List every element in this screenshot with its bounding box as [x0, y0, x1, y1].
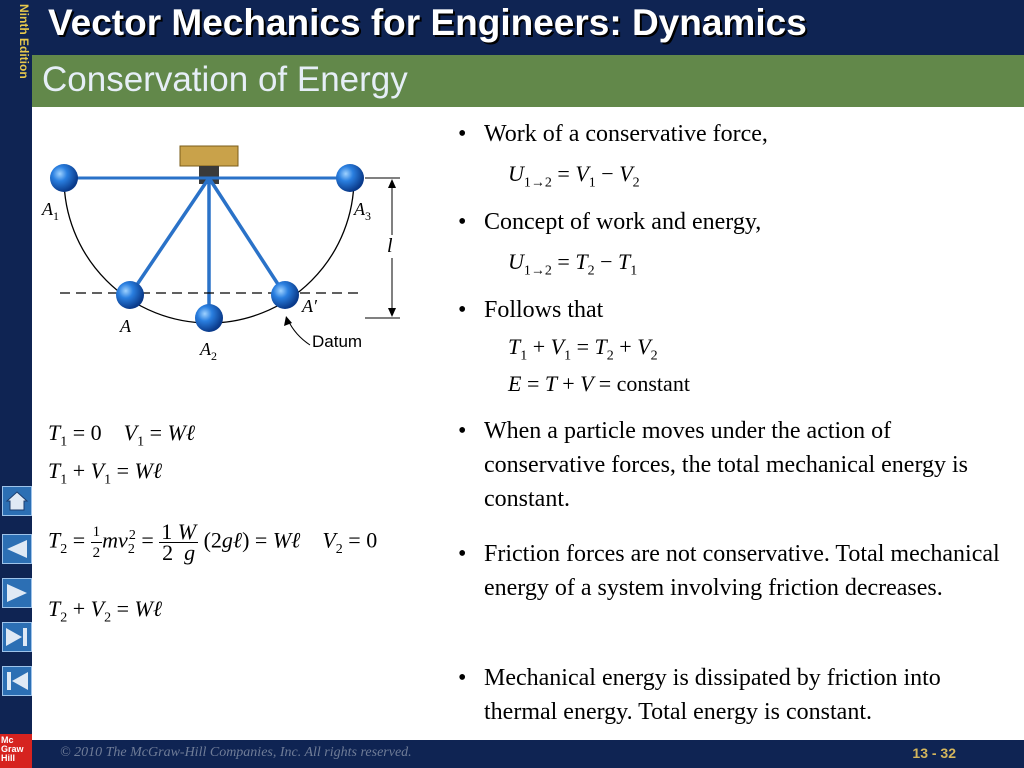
equation-work-energy: $U_{1\to 2} = T_2 - T_1$ [508, 249, 638, 279]
cord-to-a [130, 178, 209, 295]
label-a1: $A_1$ [42, 199, 59, 223]
equation-total-energy: E = T + V = constant [508, 371, 690, 396]
ball-a1 [50, 164, 78, 192]
ball-a-prime [271, 281, 299, 309]
home-button[interactable] [2, 486, 32, 516]
label-a2: $A_2$ [200, 339, 217, 363]
previous-slide-button[interactable] [2, 534, 32, 564]
last-slide-icon [3, 623, 31, 651]
slide-title: Vector Mechanics for Engineers: Dynamics [48, 2, 807, 43]
label-a3: $A_3$ [354, 199, 371, 223]
prev-arrow-icon [3, 535, 31, 563]
ball-a3 [336, 164, 364, 192]
equation-initial-sum: $T_1 + V_1$ = Wℓ [48, 458, 163, 488]
navigation-rail [0, 0, 32, 768]
copyright-notice: © 2010 The McGraw-Hill Companies, Inc. All rights reserved. [60, 745, 412, 760]
ball-a2 [195, 304, 223, 332]
next-slide-button[interactable] [2, 578, 32, 608]
equation-work-conservative: $U_{1\to 2} = V_1 - V_2$ [508, 161, 640, 191]
equation-final-state: $T_2$ = $\frac{1}{2}$ $mv_2^2$ = $\frac{1 W}{2 g}$ (2gℓ) = Wℓ $V_2 = 0$ [48, 519, 378, 565]
label-a-prime: A′ [302, 296, 317, 316]
cord-to-a-prime [209, 178, 285, 295]
edition-label: Ninth Edition [17, 4, 31, 79]
next-arrow-icon [3, 579, 31, 607]
equation-follows: $T_1 + V_1 = T_2 + V_2$ [508, 334, 658, 364]
home-icon [3, 487, 31, 515]
ball-a [116, 281, 144, 309]
return-button[interactable] [2, 666, 32, 696]
page-number: 13 - 32 [912, 745, 956, 761]
label-datum: Datum [312, 332, 363, 351]
label-a: A [120, 316, 131, 336]
label-length: l [387, 235, 393, 257]
support-block [180, 146, 238, 166]
return-icon [3, 667, 31, 695]
pendulum-diagram [40, 140, 430, 365]
equation-initial-state: $T_1 = 0$ $V_1$ = Wℓ [48, 420, 196, 450]
slide-subtitle: Conservation of Energy [42, 60, 408, 99]
last-slide-button[interactable] [2, 622, 32, 652]
mcgraw-hill-logo: Mc Graw Hill [0, 734, 32, 768]
equation-final-sum: $T_2 + V_2$ = Wℓ [48, 596, 163, 626]
